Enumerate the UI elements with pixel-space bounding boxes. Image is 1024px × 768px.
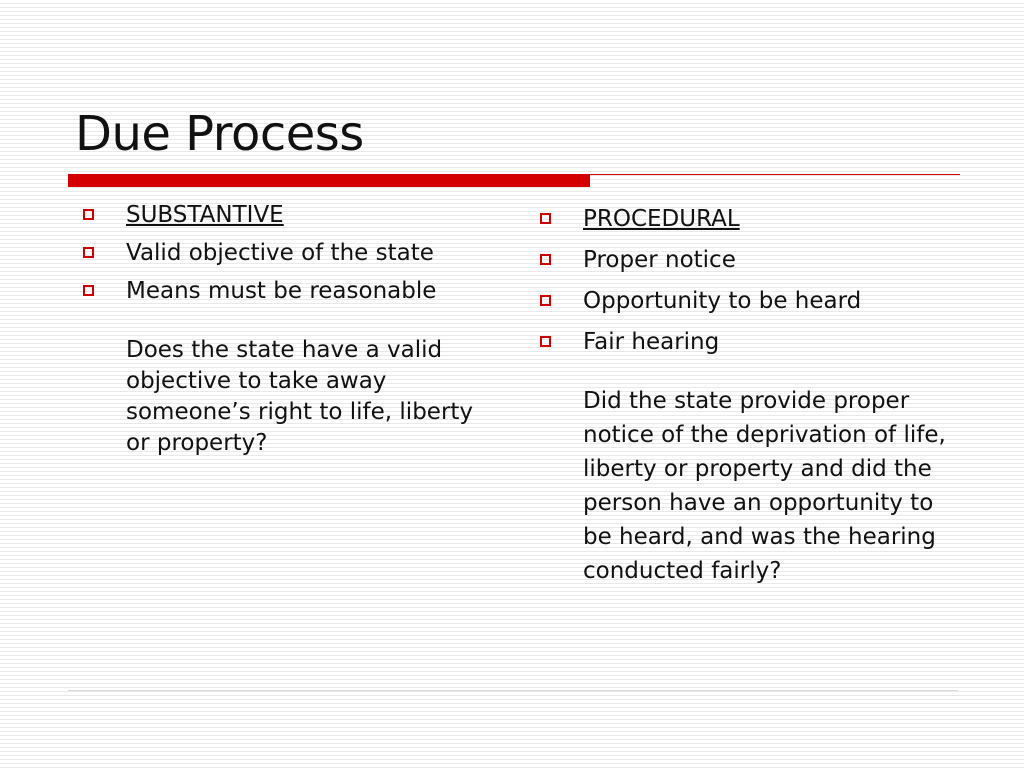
slide-title: Due Process bbox=[75, 106, 364, 162]
list-item bbox=[76, 238, 496, 269]
substantive-question: Does the state have a valid objective to take away someone’s right to life, liberty or property? bbox=[126, 337, 474, 456]
list-item bbox=[533, 286, 963, 317]
title-underline-thick bbox=[68, 174, 590, 187]
square-bullet-icon bbox=[540, 213, 551, 224]
square-bullet-icon bbox=[540, 254, 551, 265]
footer-divider bbox=[68, 690, 958, 691]
square-bullet-icon bbox=[540, 336, 551, 347]
list-item bbox=[533, 245, 963, 276]
list-item bbox=[533, 204, 963, 235]
list-item-text: Opportunity to be heard bbox=[583, 288, 862, 314]
procedural-heading: PROCEDURAL bbox=[583, 206, 740, 232]
procedural-list bbox=[533, 204, 963, 358]
list-item-text: Valid objective of the state bbox=[126, 240, 434, 266]
substantive-column bbox=[76, 200, 496, 459]
square-bullet-icon bbox=[83, 247, 94, 258]
list-item-text: Means must be reasonable bbox=[126, 278, 437, 304]
list-item bbox=[76, 200, 496, 231]
square-bullet-icon bbox=[540, 295, 551, 306]
substantive-heading: SUBSTANTIVE bbox=[126, 202, 284, 228]
square-bullet-icon bbox=[83, 209, 94, 220]
procedural-question: Did the state provide proper notice of the deprivation of life, liberty or property and did the person have an opportunity to be heard, and was the hearing conducted fairly? bbox=[583, 388, 946, 584]
substantive-list bbox=[76, 200, 496, 307]
list-item-text: Proper notice bbox=[583, 247, 736, 273]
title-underline-thin bbox=[590, 174, 960, 175]
square-bullet-icon bbox=[83, 285, 94, 296]
list-item bbox=[76, 276, 496, 307]
list-item bbox=[533, 327, 963, 358]
procedural-column bbox=[533, 204, 963, 588]
list-item-text: Fair hearing bbox=[583, 329, 720, 355]
